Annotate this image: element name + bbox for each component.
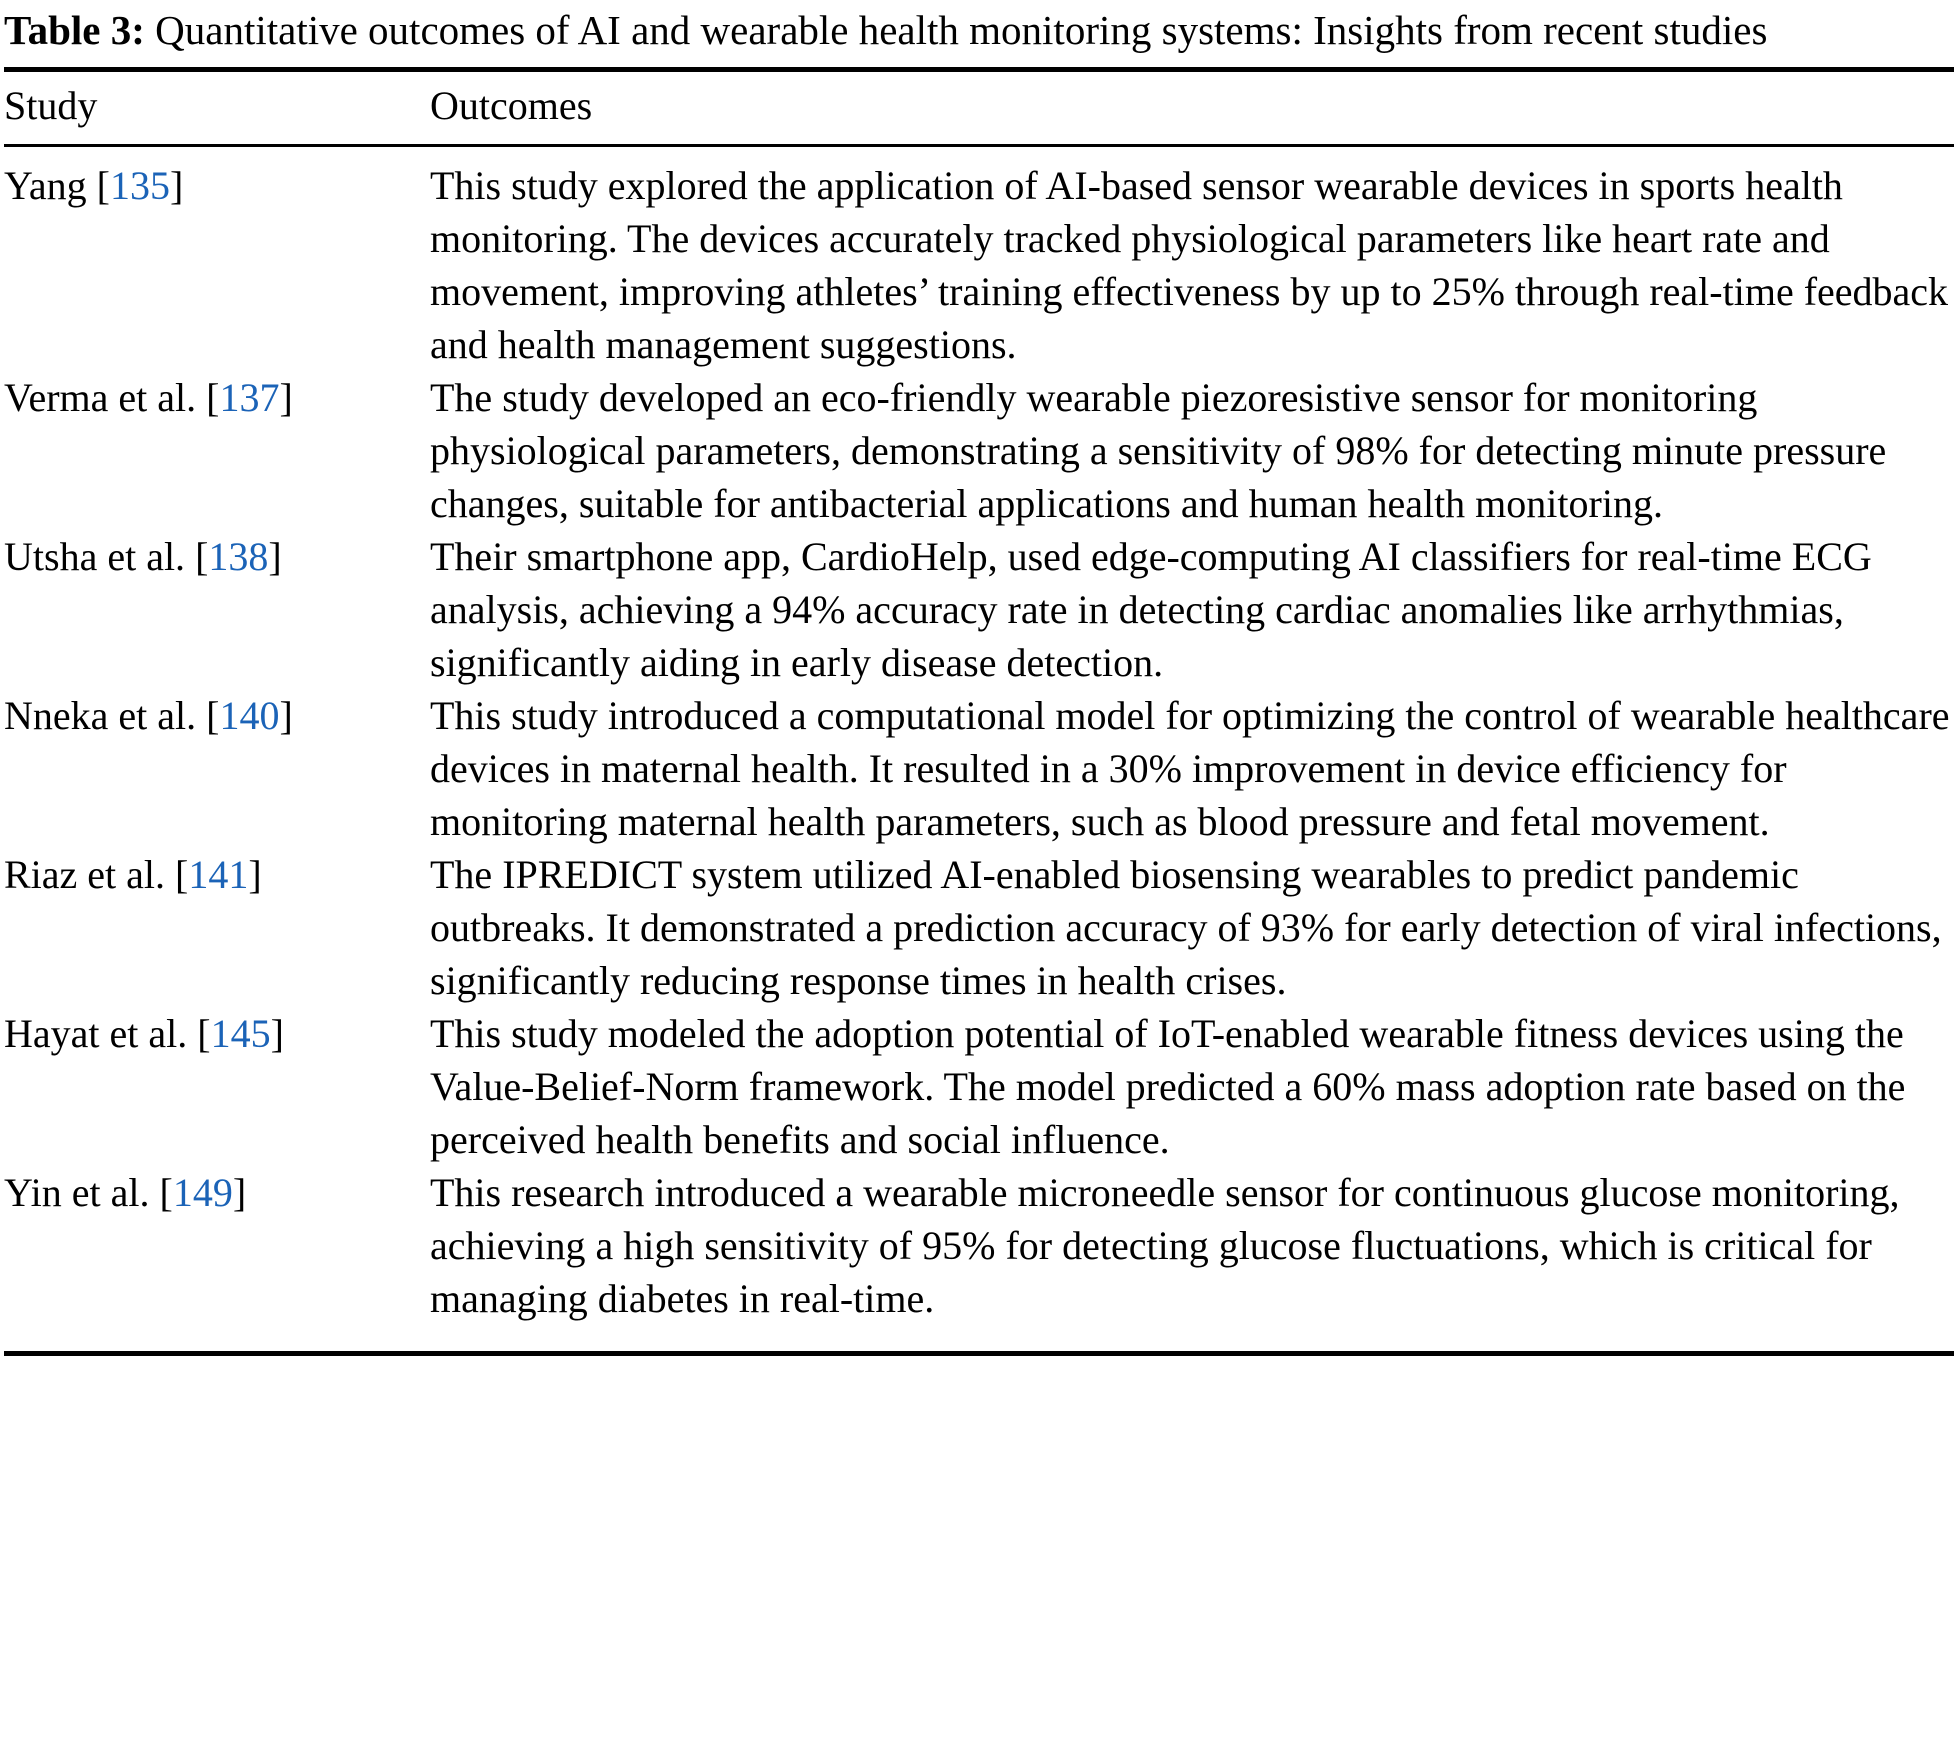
citation-link[interactable]: 140 [219, 693, 280, 738]
citation-bracket-open: [ [175, 852, 189, 897]
citation-link[interactable]: 138 [208, 534, 269, 579]
citation-bracket-open: [ [206, 693, 220, 738]
table-caption-text: Quantitative outcomes of AI and wearable health monitoring systems: Insights from recent studies [155, 7, 1768, 53]
study-name: Yin et al. [4, 1170, 150, 1215]
table-row [4, 1166, 1954, 1325]
study-name: Utsha et al. [4, 534, 186, 579]
outcome-text: Their smartphone app, CardioHelp, used edge-computing AI classifiers for real-time ECG analysis, achieving a 94% accuracy rate in detecting cardiac anomalies like arrhythmias, significantly aiding in early disease detection. [430, 534, 1872, 685]
citation-bracket-close: ] [248, 852, 262, 897]
table-body [4, 147, 1954, 1351]
column-header-outcomes: Outcomes [430, 83, 593, 128]
outcome-cell [430, 689, 1954, 848]
study-cell [4, 1166, 430, 1325]
outcome-cell [430, 371, 1954, 530]
outcome-text: The study developed an eco-friendly wearable piezoresistive sensor for monitoring physiological parameters, demonstrating a sensitivity of 98% for detecting minute pressure changes, suitable for antibacterial applications and human health monitoring. [430, 375, 1887, 526]
outcome-cell [430, 1007, 1954, 1166]
table-row [4, 371, 1954, 530]
study-name: Riaz et al. [4, 852, 166, 897]
outcome-cell [430, 1166, 1954, 1325]
table-row [4, 848, 1954, 1007]
outcome-text: This study modeled the adoption potential of IoT-enabled wearable fitness devices using the Value-Belief-Norm framework. The model predicted a 60% mass adoption rate based on the perceived health benefits and social influence. [430, 1011, 1906, 1162]
outcome-cell [430, 848, 1954, 1007]
study-cell [4, 530, 430, 689]
outcome-cell [430, 159, 1954, 371]
outcome-text: The IPREDICT system utilized AI-enabled biosensing wearables to predict pandemic outbreaks. It demonstrated a prediction accuracy of 93% for early detection of viral infections, significantly reducing response times in health crises. [430, 852, 1942, 1003]
column-header-study: Study [4, 83, 98, 128]
citation-link[interactable]: 141 [188, 852, 249, 897]
citation-bracket-close: ] [169, 163, 184, 208]
citation-bracket-close: ] [268, 534, 282, 579]
table-row [4, 1007, 1954, 1166]
outcome-text: This study explored the application of AI-based sensor wearable devices in sports health monitoring. The devices accurately tracked physiological parameters like heart rate and movement, improving athletes’ training effectiveness by up to 25% through real-time feedback and health management suggestions. [430, 163, 1949, 367]
citation-bracket-close: ] [279, 375, 293, 420]
table-header-row [4, 72, 1954, 147]
study-cell [4, 848, 430, 1007]
study-name: Verma et al. [4, 375, 197, 420]
outcome-text: This research introduced a wearable microneedle sensor for continuous glucose monitoring, achieving a high sensitivity of 95% for detecting glucose fluctuations, which is critical for managing diabetes in real-time. [430, 1170, 1900, 1321]
study-cell [4, 1007, 430, 1166]
table-row [4, 689, 1954, 848]
citation-bracket-close: ] [279, 693, 293, 738]
table-caption-label: Table 3: [4, 7, 145, 53]
outcomes-table [4, 67, 1954, 1356]
citation-link[interactable]: 149 [172, 1170, 233, 1215]
outcome-text: This study introduced a computational model for optimizing the control of wearable healthcare devices in maternal health. It resulted in a 30% improvement in device efficiency for monitoring maternal health parameters, such as blood pressure and fetal movement. [430, 693, 1950, 844]
citation-bracket-open: [ [206, 375, 220, 420]
table-row [4, 530, 1954, 689]
study-cell [4, 371, 430, 530]
study-cell [4, 689, 430, 848]
table-caption [4, 4, 1954, 57]
study-cell [4, 159, 430, 371]
study-name: Yang [4, 163, 87, 208]
citation-link[interactable]: 135 [109, 163, 170, 208]
citation-link[interactable]: 137 [219, 375, 280, 420]
citation-bracket-open: [ [195, 534, 209, 579]
table-row [4, 159, 1954, 371]
citation-bracket-open: [ [159, 1170, 173, 1215]
outcome-cell [430, 530, 1954, 689]
citation-link[interactable]: 145 [210, 1011, 271, 1056]
citation-bracket-close: ] [270, 1011, 284, 1056]
citation-bracket-open: [ [197, 1011, 211, 1056]
study-name: Nneka et al. [4, 693, 197, 738]
citation-bracket-close: ] [232, 1170, 247, 1215]
citation-bracket-open: [ [96, 163, 110, 208]
study-name: Hayat et al. [4, 1011, 188, 1056]
